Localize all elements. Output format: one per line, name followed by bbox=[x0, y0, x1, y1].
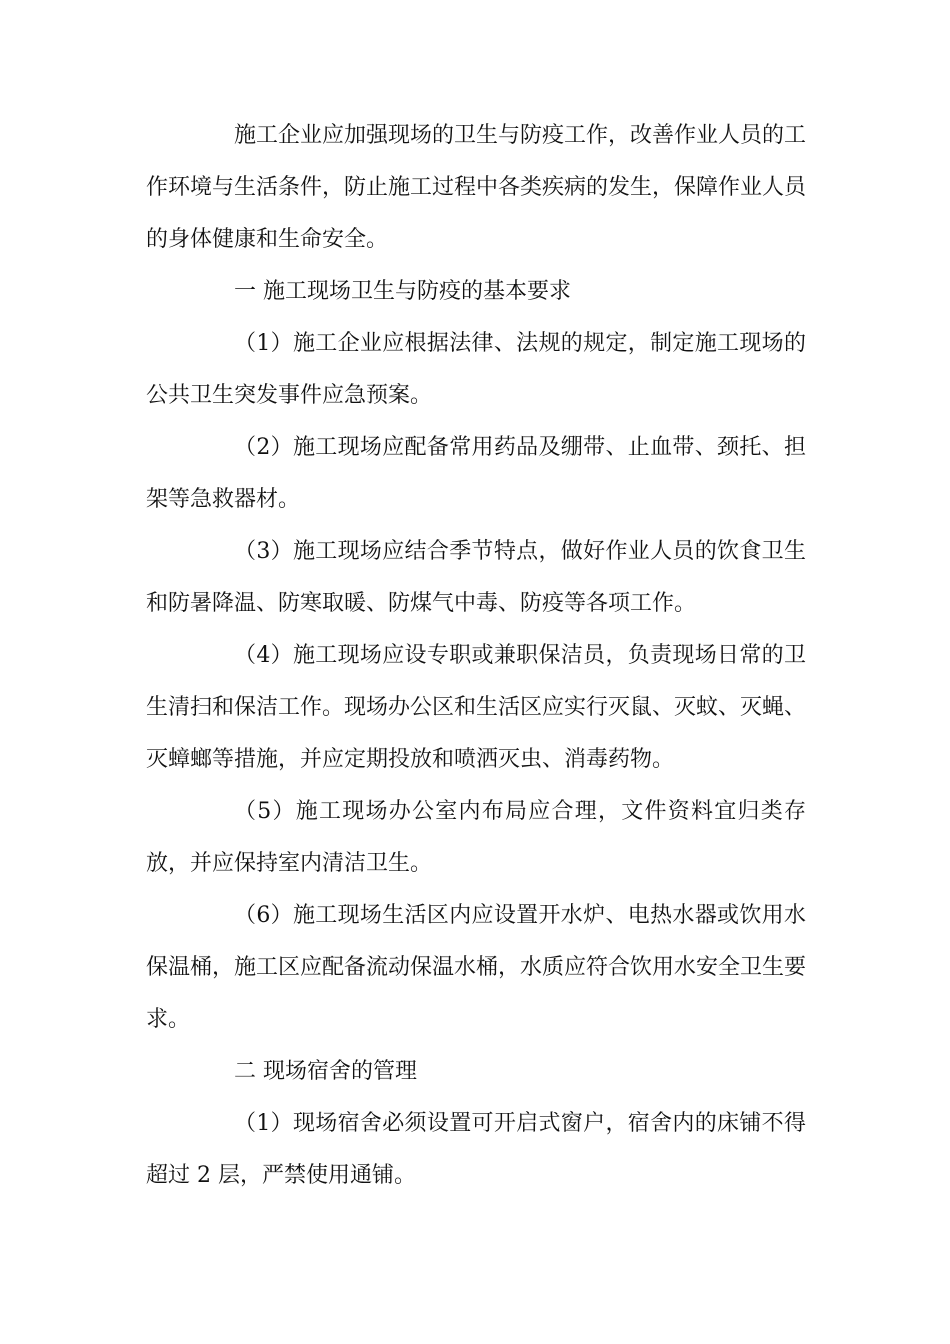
section-heading-2: 二 现场宿舍的管理 bbox=[234, 1059, 417, 1084]
section1-item-4: （4）施工现场应设专职或兼职保洁员，负责现场日常的卫生清扫和保洁工作。现场办公区和生活区应实行灭鼠、灭蚊、灭蝇、灭蟑螂等措施，并应定期投放和喷洒灭虫、消毒药物。 bbox=[146, 643, 807, 772]
section1-item-6: （6）施工现场生活区内应设置开水炉、电热水器或饮用水保温桶，施工区应配备流动保温水桶，水质应符合饮用水安全卫生要求。 bbox=[146, 903, 807, 1032]
section1-item-2: （2）施工现场应配备常用药品及绷带、止血带、颈托、担架等急救器材。 bbox=[146, 435, 806, 512]
section2-item-1: （1）现场宿舍必须设置可开启式窗户，宿舍内的床铺不得超过 2 层，严禁使用通铺。 bbox=[146, 1111, 806, 1188]
section1-item-3: （3）施工现场应结合季节特点，做好作业人员的饮食卫生和防暑降温、防寒取暖、防煤气中毒、防疫等各项工作。 bbox=[146, 539, 806, 616]
section1-item-1: （1）施工企业应根据法律、法规的规定，制定施工现场的公共卫生突发事件应急预案。 bbox=[146, 331, 806, 408]
section-heading-1: 一 施工现场卫生与防疫的基本要求 bbox=[234, 279, 571, 304]
document-body bbox=[146, 110, 806, 1202]
section1-item-5: （5）施工现场办公室内布局应合理，文件资料宜归类存放，并应保持室内清洁卫生。 bbox=[146, 799, 806, 876]
intro-paragraph: 施工企业应加强现场的卫生与防疫工作，改善作业人员的工作环境与生活条件，防止施工过程中各类疾病的发生，保障作业人员的身体健康和生命安全。 bbox=[146, 123, 807, 252]
